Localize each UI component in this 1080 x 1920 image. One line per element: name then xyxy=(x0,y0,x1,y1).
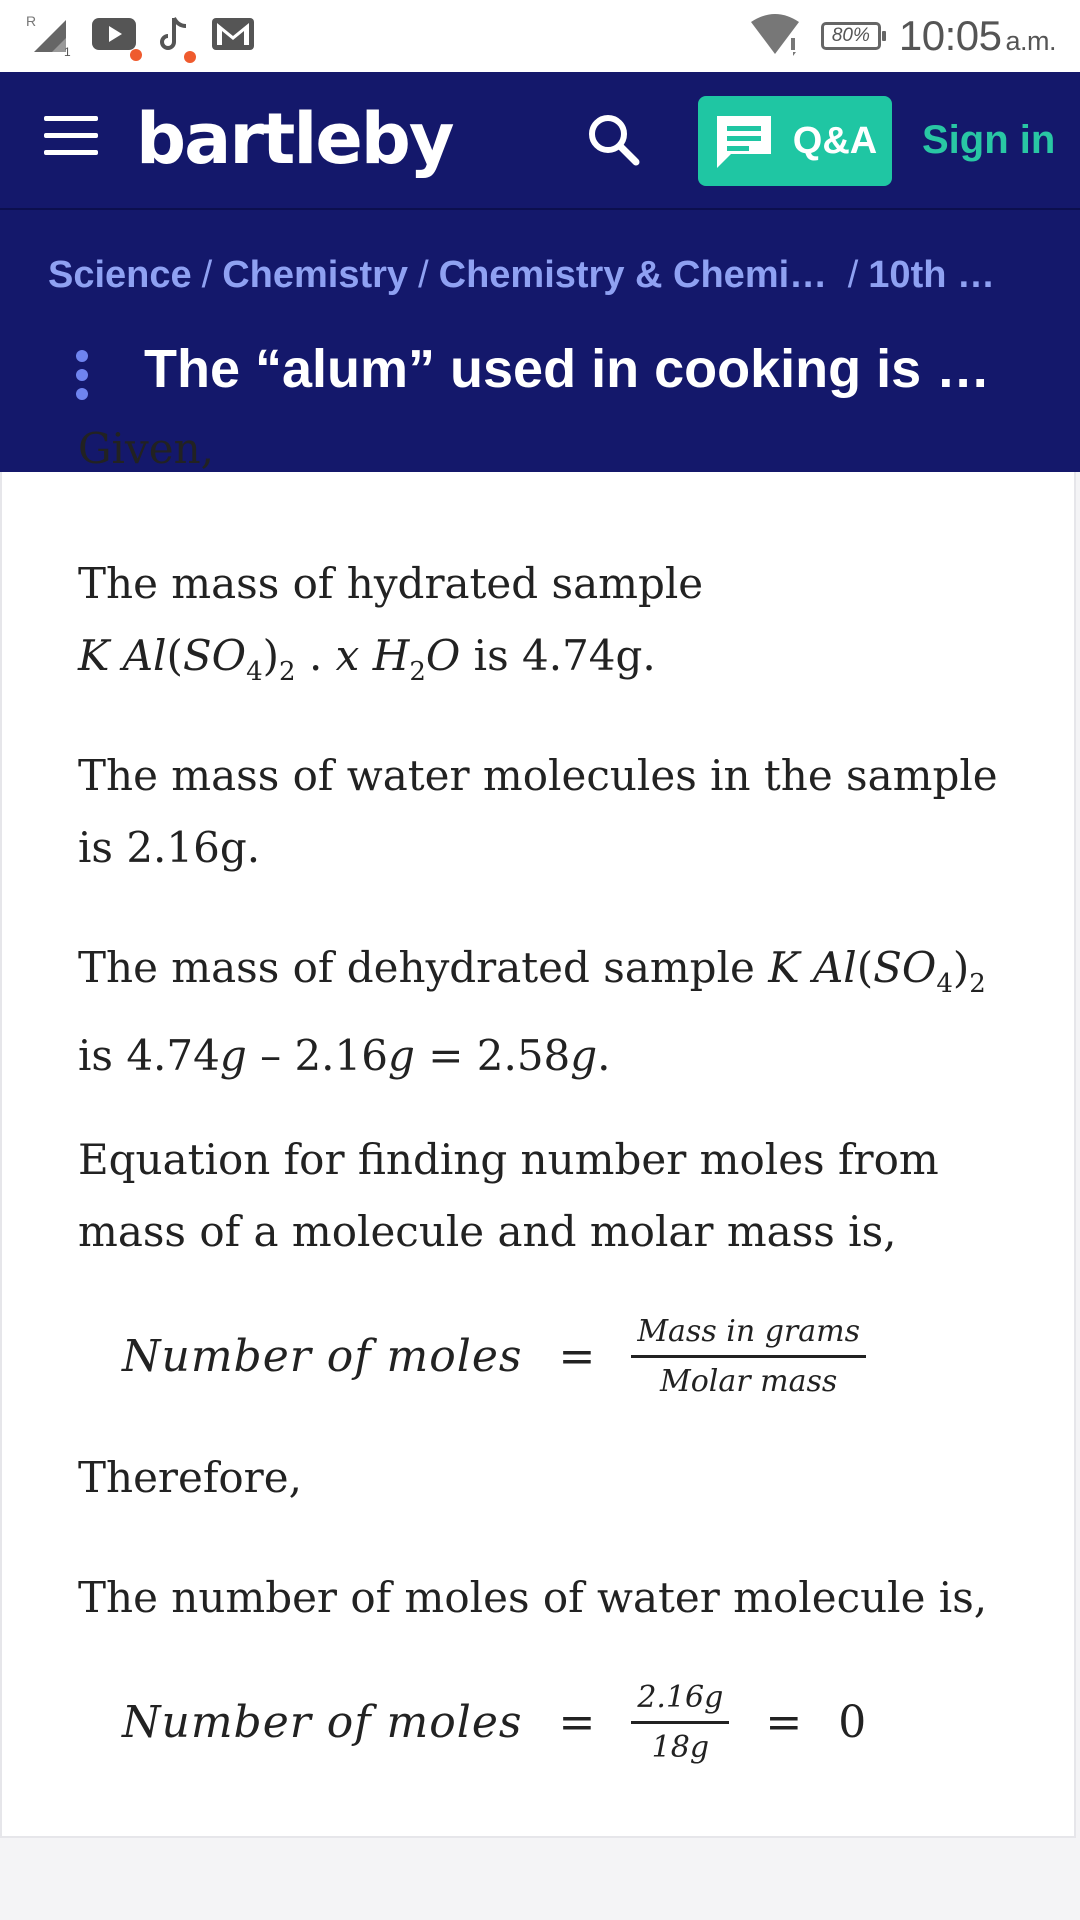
qa-label: Q&A xyxy=(792,119,878,162)
breadcrumb-science[interactable]: Science xyxy=(48,254,192,296)
search-icon xyxy=(582,108,646,172)
paragraph-dehydrated-mass: The mass of dehydrated sample K $Al(SO_4)_2$ is 4.74g – 2.16g = 2.58g. xyxy=(78,943,986,1080)
breadcrumb xyxy=(48,254,995,297)
breadcrumb-separator: / xyxy=(837,254,859,296)
battery-icon xyxy=(821,22,881,50)
formula-dehydrated: K $Al(SO_4)_2$ xyxy=(768,943,986,999)
sign-in-link[interactable]: Sign in xyxy=(922,118,1056,162)
fraction-denominator: 18g xyxy=(651,1730,710,1765)
fraction xyxy=(631,1314,866,1399)
signal-icon xyxy=(26,12,72,61)
more-options-icon[interactable] xyxy=(74,350,90,400)
breadcrumb-edition[interactable]: 10th … xyxy=(868,254,995,296)
tiktok-icon xyxy=(156,14,192,59)
paragraph-text: – 2.16 xyxy=(246,1031,388,1080)
breadcrumb-separator: / xyxy=(418,254,429,296)
formula-hydrated: K $Al(SO_4)_2$ . x $H_2O$ xyxy=(78,631,461,687)
equation-lhs: Number of moles xyxy=(122,1331,523,1382)
notification-dot xyxy=(130,49,142,61)
status-right xyxy=(747,10,1056,62)
chat-icon xyxy=(713,112,775,170)
paragraph-text: is 4.74 xyxy=(78,1031,220,1080)
search-button[interactable] xyxy=(582,108,646,172)
youtube-icon xyxy=(90,16,138,57)
page-footer-area xyxy=(0,1838,1080,1920)
breadcrumb-chemistry[interactable]: Chemistry xyxy=(222,254,409,296)
menu-icon xyxy=(44,116,98,121)
status-bar xyxy=(0,0,1080,72)
paragraph-text: = 2.58 xyxy=(414,1031,571,1080)
carrier-label: R xyxy=(26,12,37,29)
fraction-numerator: Mass in grams xyxy=(631,1314,866,1358)
wifi-icon xyxy=(747,12,803,61)
equation-result: 0 xyxy=(838,1697,867,1748)
paragraph-water-moles: The number of moles of water molecule is, xyxy=(78,1573,988,1622)
qa-button[interactable] xyxy=(698,96,892,186)
equation-water-moles: Number of moles = $\frac{2.16g}{18g}$ = 0 xyxy=(122,1680,867,1765)
paragraph-equation-intro: Equation for finding number moles from mass of a molecule and molar mass is, xyxy=(78,1135,939,1256)
breadcrumb-textbook[interactable]: Chemistry & Chemi… xyxy=(438,254,828,296)
notification-dot xyxy=(184,51,196,63)
sim-slot-label: 1 xyxy=(64,44,71,59)
fraction xyxy=(631,1680,729,1765)
fraction-numerator: 2.16g xyxy=(631,1680,729,1724)
bartleby-logo[interactable]: bartleby xyxy=(136,98,453,180)
breadcrumb-separator: / xyxy=(201,254,213,296)
paragraph-text: is 4.74g. xyxy=(460,631,656,680)
menu-button[interactable] xyxy=(44,116,100,156)
battery-level: 80% xyxy=(831,25,870,46)
paragraph-hydrated-mass xyxy=(78,548,1018,708)
paragraph-text: The mass of hydrated sample xyxy=(78,559,704,608)
gmail-icon xyxy=(210,16,256,57)
fraction-denominator: Molar mass xyxy=(660,1364,838,1399)
status-left xyxy=(26,14,256,58)
top-navigation xyxy=(0,72,1080,210)
paragraph-therefore: Therefore, xyxy=(78,1453,302,1502)
solution-content xyxy=(0,424,1076,1838)
clock xyxy=(899,12,1056,60)
clock-ampm: a.m. xyxy=(1005,26,1056,56)
paragraph-water-mass: The mass of water molecules in the sample is 2.16g. xyxy=(78,751,998,872)
page-title: The “alum” used in cooking is … xyxy=(144,339,991,399)
paragraph-text: The mass of dehydrated sample xyxy=(78,943,769,992)
cut-off-text: Given, xyxy=(78,424,214,473)
equation-moles-definition: Number of moles = $\frac{\text{Mass in grams}}{\text{Molar mass}}$ xyxy=(122,1314,866,1399)
clock-time: 10:05 xyxy=(898,12,1002,59)
equation-lhs: Number of moles xyxy=(122,1697,523,1748)
